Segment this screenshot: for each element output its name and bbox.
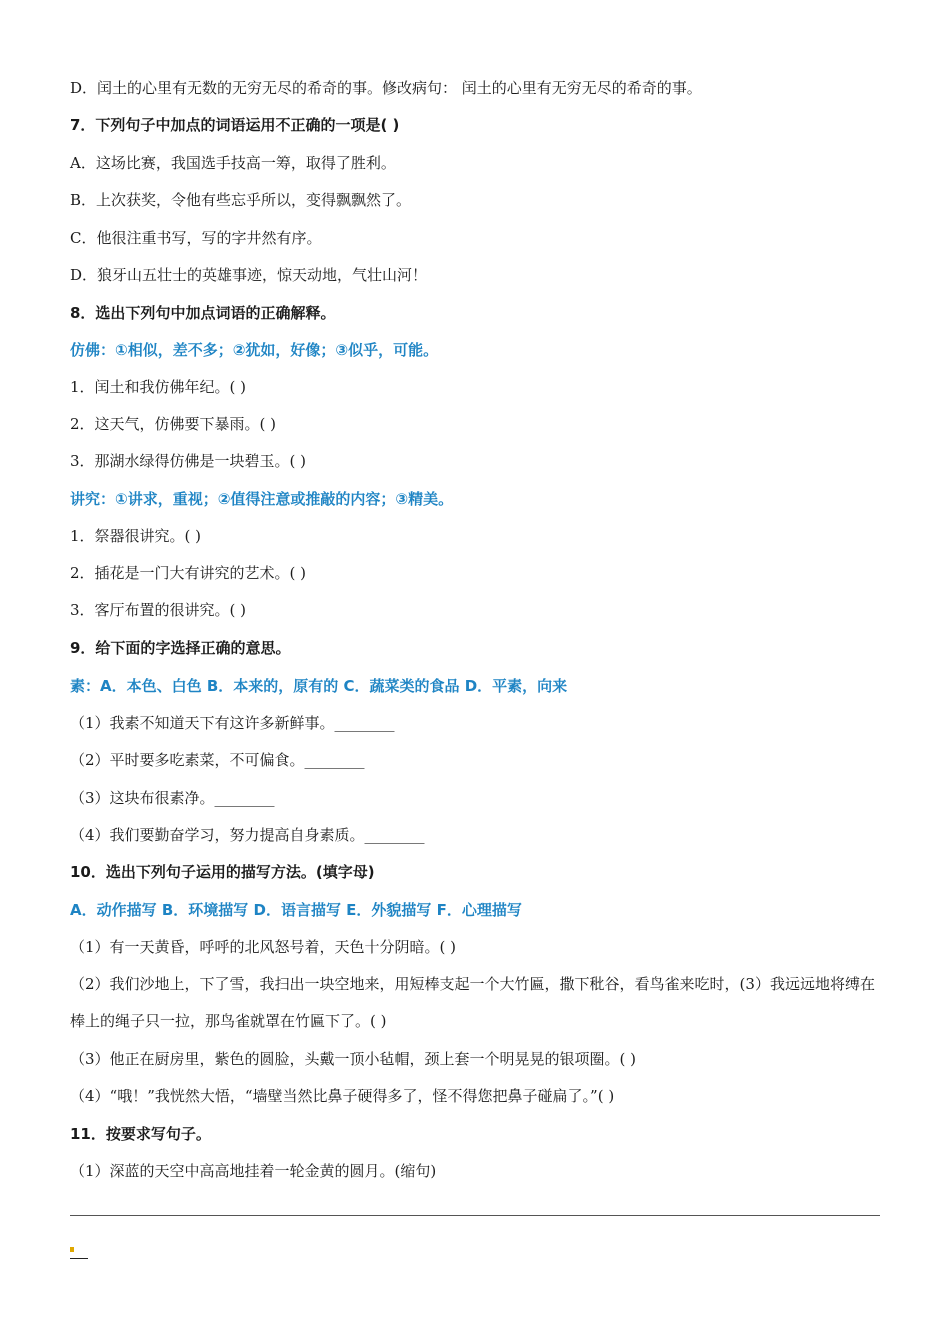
- q8-jiangjiu-definitions: 讲究：①讲求，重视；②值得注意或推敲的内容；③精美。: [70, 490, 454, 508]
- q10-item-1: （1）有一天黄昏，呼呼的北风怒号着，天色十分阴暗。( ): [70, 938, 457, 956]
- q8-fangfu-definitions: 仿佛：①相似，差不多；②犹如，好像；③似乎，可能。: [70, 341, 439, 359]
- footer-underline: [70, 1258, 88, 1259]
- q8-jiangjiu-item-3: 3．客厅布置的很讲究。( ): [70, 601, 247, 619]
- q10-item-4: （4）“哦！”我恍然大悟，“墙壁当然比鼻子硬得多了，怪不得您把鼻子碰扁了。”( ): [70, 1087, 615, 1105]
- q10-title: 10．选出下列句子运用的描写方法。(填字母): [70, 863, 375, 881]
- q10-methods: A．动作描写 B．环境描写 D．语言描写 E．外貌描写 F．心理描写: [70, 901, 522, 919]
- footer-marker: [70, 1247, 74, 1252]
- q11-title: 11．按要求写句子。: [70, 1125, 211, 1143]
- q7-option-d: D．狼牙山五壮士的英雄事迹，惊天动地，气壮山河！: [70, 266, 428, 284]
- q7-option-a: A．这场比赛，我国选手技高一筹，取得了胜利。: [70, 154, 396, 172]
- q9-item-4: （4）我们要勤奋学习，努力提高自身素质。________: [70, 826, 425, 844]
- q8-fangfu-item-3: 3．那湖水绿得仿佛是一块碧玉。( ): [70, 452, 307, 470]
- q9-item-1: （1）我素不知道天下有这许多新鲜事。________: [70, 714, 395, 732]
- q11-item-1: （1）深蓝的天空中高高地挂着一轮金黄的圆月。(缩句): [70, 1162, 437, 1180]
- q8-jiangjiu-item-2: 2．插花是一门大有讲究的艺术。( ): [70, 564, 307, 582]
- q7-option-c: C．他很注重书写，写的字井然有序。: [70, 229, 322, 247]
- q8-fangfu-item-2: 2．这天气，仿佛要下暴雨。( ): [70, 415, 277, 433]
- q8-jiangjiu-item-1: 1．祭器很讲究。( ): [70, 527, 202, 545]
- footer-divider: [70, 1215, 880, 1216]
- q8-fangfu-item-1: 1．闰土和我仿佛年纪。( ): [70, 378, 247, 396]
- q9-item-3: （3）这块布很素净。________: [70, 789, 275, 807]
- q8-title: 8．选出下列句中加点词语的正确解释。: [70, 304, 336, 322]
- q9-su-definitions: 素：A．本色、白色 B．本来的，原有的 C．蔬菜类的食品 D．平素，向来: [70, 677, 568, 695]
- q10-item-3: （3）他正在厨房里，紫色的圆脸，头戴一顶小毡帽，颈上套一个明晃晃的银项圈。( ): [70, 1050, 637, 1068]
- q9-item-2: （2）平时要多吃素菜，不可偏食。________: [70, 751, 365, 769]
- q10-item-2: （2）我们沙地上，下了雪，我扫出一块空地来，用短棒支起一个大竹匾，撒下秕谷，看鸟雀来吃时，(3）我远远地将缚在棒上的绳子只一拉，那鸟雀就罩在竹匾下了。( ): [70, 975, 875, 1030]
- q7-title: 7．下列句子中加点的词语运用不正确的一项是( ): [70, 116, 400, 134]
- q7-option-b: B．上次获奖，令他有些忘乎所以，变得飘飘然了。: [70, 191, 412, 209]
- q9-title: 9．给下面的字选择正确的意思。: [70, 639, 291, 657]
- q6-option-d: D．闰土的心里有无数的无穷无尽的希奇的事。修改病句： 闰土的心里有无穷无尽的希奇的事。: [70, 79, 702, 97]
